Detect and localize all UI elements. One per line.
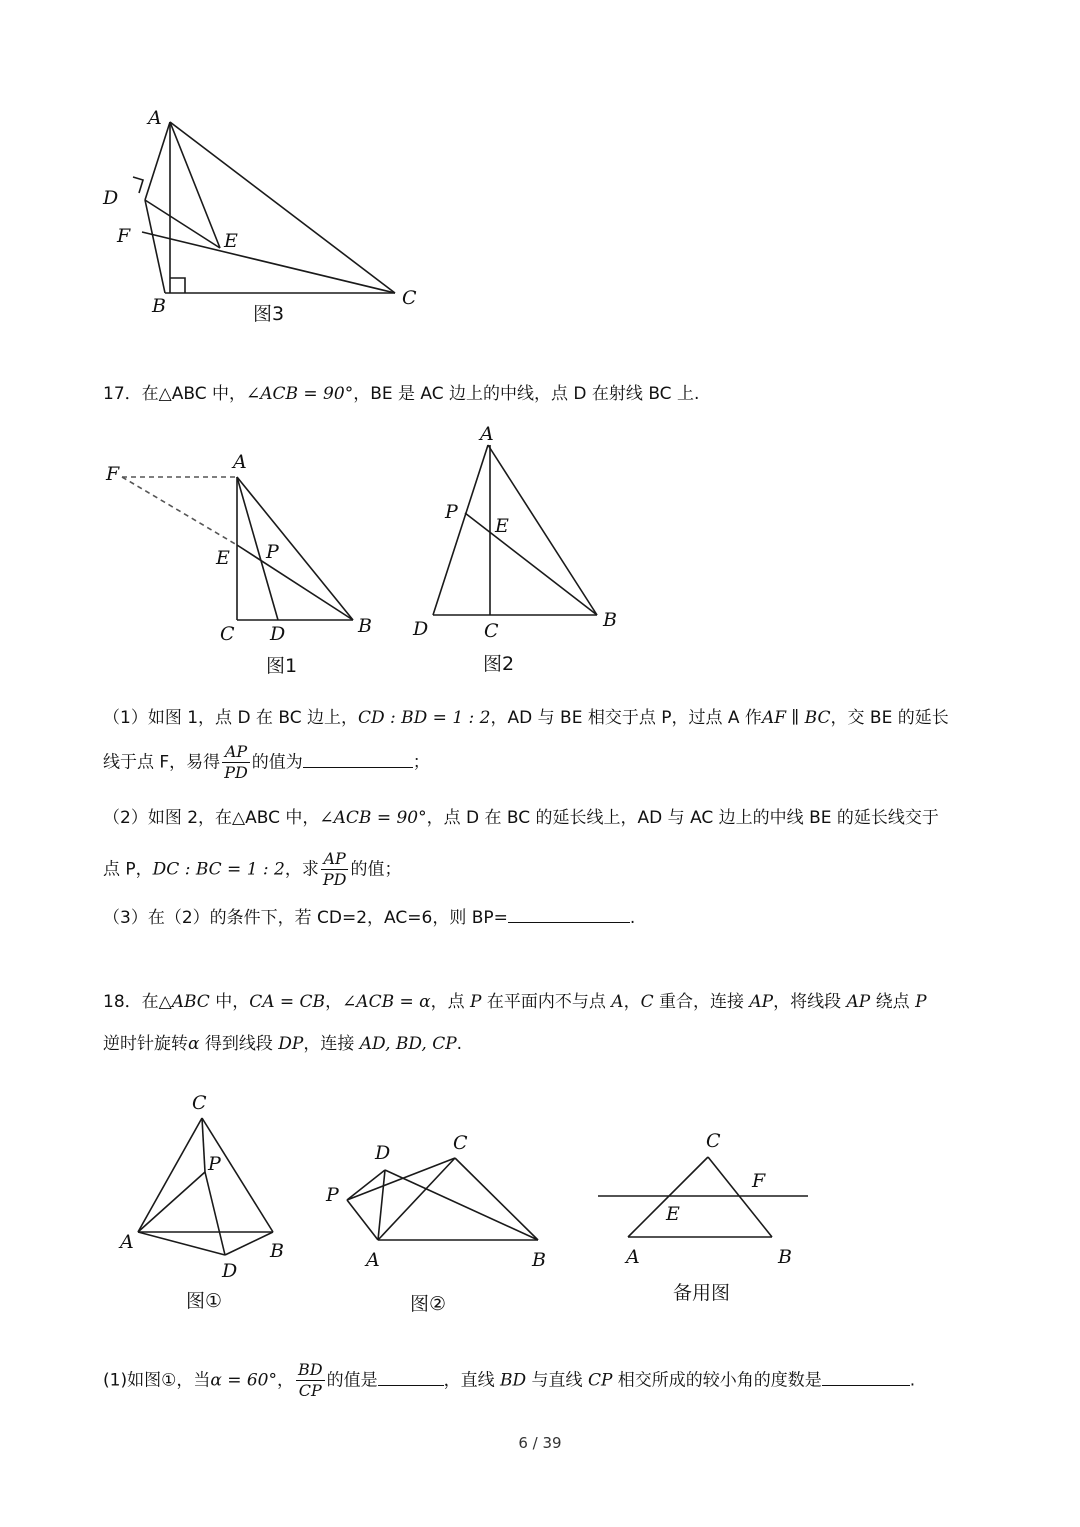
page-number: 6 / 39 — [518, 1434, 562, 1452]
q17-p1-fraction — [222, 744, 250, 781]
q17f2-label-a: A — [480, 423, 494, 445]
q17-stem — [103, 380, 699, 408]
q18-p1-d: ，直线 — [443, 1370, 500, 1391]
q17f1-label-p: P — [266, 541, 279, 563]
fig3-label-f: F — [117, 225, 131, 247]
q17-p3-a: （3）在（2）的条件下，若 CD=2，AC=6，则 BP= — [103, 908, 508, 928]
q18f2-label-d: D — [375, 1142, 391, 1164]
q17-part1-line2 — [103, 744, 430, 781]
q17-fig1-caption: 图1 — [266, 655, 298, 677]
q18-l1-a2: A — [611, 992, 624, 1012]
q18-l2-dp: DP — [278, 1034, 304, 1054]
q17-figure-2 — [405, 420, 635, 680]
q17-figure-1 — [100, 450, 400, 680]
q18-fig1-caption: 图① — [186, 1290, 223, 1312]
q17-p2-a: （2）如图 2，在△ABC 中， — [103, 808, 320, 828]
q17f1-label-c: C — [220, 623, 235, 645]
figure-3 — [90, 100, 450, 330]
q18f1-label-c: C — [192, 1092, 207, 1114]
q17-fig2-caption: 图2 — [483, 653, 515, 675]
q18-p1-alpha: α = 60° — [210, 1370, 277, 1391]
q18-p1-frac-den: CP — [298, 1381, 322, 1400]
q17f2-label-p: P — [445, 501, 458, 523]
fig3-label-b: B — [152, 295, 166, 317]
q18f1-label-a: A — [120, 1231, 134, 1253]
q17-p1-a: （1）如图 1，点 D 在 BC 边上， — [103, 708, 358, 728]
q18-l1-h: ，将线段 — [773, 992, 847, 1012]
q18f2-label-p: P — [326, 1184, 339, 1206]
q18-backup-figure — [590, 1125, 820, 1315]
q18-l1-d: ，点 — [430, 992, 471, 1012]
q18-backup-caption: 备用图 — [673, 1282, 731, 1304]
q18-p1-answer-blank-1[interactable] — [378, 1367, 444, 1386]
q18f3-label-e: E — [666, 1203, 680, 1225]
fig3-label-e: E — [224, 230, 238, 252]
q18f1-label-b: B — [270, 1240, 284, 1262]
q18-p1-e: 与直线 — [526, 1370, 588, 1391]
q18-l1-c: ， — [325, 992, 343, 1012]
fig3-label-c: C — [402, 287, 417, 309]
q18-p1-answer-blank-2[interactable] — [822, 1367, 910, 1386]
q18-l1-abc: ABC — [171, 992, 210, 1012]
q18-stem-line2 — [103, 1030, 462, 1058]
q18-l1-p: P — [470, 992, 482, 1012]
q17-p1-line2-a: 线于点 F，易得 — [103, 752, 221, 773]
q17-p1-line2-b: 的值为 — [251, 752, 303, 773]
fig3-label-d: D — [103, 187, 119, 209]
q17-part3 — [103, 904, 635, 932]
q18-p1-bd: BD — [500, 1370, 527, 1391]
q17-p1-b: ，AD 与 BE 相交于点 P，过点 A 作 — [490, 708, 762, 728]
q17-p1-line2-end: ； — [412, 752, 430, 773]
q18-p1-a: (1)如图①，当 — [103, 1370, 211, 1391]
fig3-caption: 图3 — [253, 303, 285, 325]
q18f3-label-b: B — [778, 1246, 792, 1268]
q17f1-label-f: F — [106, 463, 120, 485]
q18-p1-f: 相交所成的较小角的度数是 — [612, 1370, 822, 1391]
q17-p1-frac-den: PD — [224, 763, 248, 782]
q18-l1-i: 绕点 — [870, 992, 916, 1012]
q17-stem-b: ，BE 是 AC 边上的中线，点 D 在射线 BC 上. — [353, 384, 700, 404]
q18-p1-frac-num: BD — [298, 1360, 323, 1379]
q18-l1-e: 在平面内不与点 — [481, 992, 612, 1012]
q18f2-label-c: C — [453, 1132, 468, 1154]
q18-l2-d: . — [456, 1034, 463, 1054]
q17-p1-answer-blank[interactable] — [303, 749, 413, 768]
q17-p1-ratio: CD : BD = 1 : 2 — [357, 708, 491, 728]
q17-p2-line2-b: ，求 — [284, 859, 319, 880]
q18-l1-c2: C — [640, 992, 654, 1012]
q18-l1-b: 中， — [209, 992, 250, 1012]
q17-p1-frac-num: AP — [222, 744, 250, 763]
q18-figure-1 — [110, 1085, 310, 1320]
q17-p3-end: . — [629, 908, 636, 928]
q17-part2-line2 — [103, 851, 401, 888]
q18-l1-angle: ∠ACB = α — [342, 992, 431, 1012]
q18-l2-alpha: α — [188, 1034, 200, 1054]
q17f2-label-c: C — [484, 620, 499, 642]
q18-l1-p2: P — [915, 992, 927, 1012]
q18f3-label-f: F — [752, 1170, 766, 1192]
q17-p2-ratio: DC : BC = 1 : 2 — [152, 859, 285, 880]
q18f1-label-d: D — [222, 1260, 238, 1282]
q18f2-label-b: B — [532, 1249, 546, 1271]
q18-p1-b: ， — [277, 1370, 294, 1391]
q18f3-label-a: A — [626, 1246, 640, 1268]
q17-stem-a: 在△ABC 中， — [141, 384, 246, 404]
q18-p1-g: . — [909, 1370, 916, 1391]
q17-p2-frac-num: AP — [321, 851, 349, 870]
q18-l1-f: ， — [623, 992, 641, 1012]
q17f2-label-d: D — [413, 618, 429, 640]
q18-l2-a: 逆时针旋转 — [103, 1034, 188, 1054]
q17f1-label-a: A — [233, 451, 247, 473]
q18-l1-ap: AP — [749, 992, 774, 1012]
q18-l2-c: ，连接 — [303, 1034, 360, 1054]
q17-p2-line2-a: 点 P， — [103, 859, 153, 880]
q17f1-label-d: D — [270, 623, 286, 645]
q17f1-label-e: E — [216, 547, 230, 569]
q17f2-label-e: E — [495, 515, 509, 537]
fig3-label-a: A — [148, 107, 162, 129]
q18-l1-ca-cb: CA = CB — [249, 992, 326, 1012]
q18-p1-fraction — [296, 1362, 325, 1399]
q18-p1-cp: CP — [587, 1370, 613, 1391]
q17-p1-parallel: AF ∥ BC — [761, 708, 831, 728]
q17-p2-fraction — [321, 851, 349, 888]
q17-p2-line2-c: 的值； — [350, 859, 402, 880]
q18-l1-ap2: AP — [846, 992, 871, 1012]
q18-stem-line1 — [103, 988, 927, 1016]
q18-l1-a: 在△ — [141, 992, 172, 1012]
q17-part2-line1 — [103, 804, 939, 832]
q18-figure-2 — [320, 1125, 555, 1320]
q17-stem-math: ∠ACB = 90° — [245, 384, 354, 404]
q18-number: 18． — [103, 992, 142, 1012]
q18-l2-list: AD, BD, CP — [359, 1034, 457, 1054]
q17f2-label-b: B — [603, 609, 617, 631]
q17-p2-frac-den: PD — [322, 870, 347, 889]
q18-part1 — [103, 1362, 915, 1399]
q18-p1-c: 的值是 — [326, 1370, 378, 1391]
q17-p2-b: ，点 D 在 BC 的延长线上，AD 与 AC 边上的中线 BE 的延长线交于 — [426, 808, 939, 828]
q18f1-label-p: P — [208, 1153, 221, 1175]
q17-part1-line1 — [103, 704, 949, 732]
q18-l2-b: 得到线段 — [199, 1034, 279, 1054]
q18f2-label-a: A — [366, 1249, 380, 1271]
q18f3-label-c: C — [706, 1130, 721, 1152]
q17-p1-c: ，交 BE 的延长 — [830, 708, 949, 728]
q18-l1-g: 重合，连接 — [653, 992, 750, 1012]
q18-fig2-caption: 图② — [410, 1293, 447, 1315]
q17-p2-angle: ∠ACB = 90° — [319, 808, 427, 828]
q17f1-label-b: B — [358, 615, 372, 637]
q17-p3-answer-blank[interactable] — [508, 904, 630, 923]
q17-number: 17． — [103, 384, 142, 404]
